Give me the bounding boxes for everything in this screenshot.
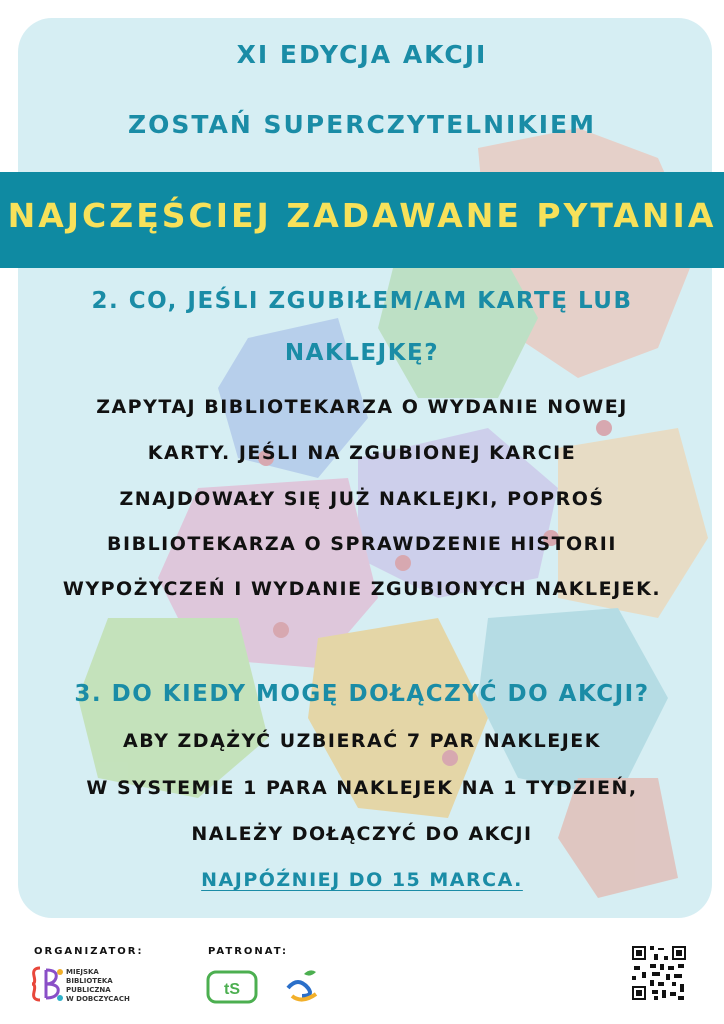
organizer-name-line-3: PUBLICZNA [66,986,111,994]
answer-2-line-2: KARTY. JEŚLI NA ZGUBIONEJ KARCIE [147,442,577,464]
library-logo-icon [30,964,64,1004]
question-2-line-1: 2. CO, JEŚLI ZGUBIŁEM/AM KARTĘ LUB [91,288,633,314]
answer-2-line-4: BIBLIOTEKARZA O SPRAWDZENIE HISTORII [107,533,617,555]
organizer-name-line-2: BIBLIOTEKA [66,977,113,985]
question-2-line-2: NAKLEJKĘ? [284,340,440,366]
organizer-name-line-4: W DOBCZYCACH [66,995,130,1003]
patron-label: PATRONAT: [208,946,289,957]
answer-2-line-3: ZNAJDOWAŁY SIĘ JUŻ NAKLEJKI, POPROŚ [119,488,605,510]
answer-3-line-2: W SYSTEMIE 1 PARA NAKLEJEK NA 1 TYDZIEŃ, [86,777,638,799]
organizer-name-line-1: MIEJSKA [66,968,99,976]
edition-title: XI EDYCJA AKCJI [236,40,488,69]
answer-3-line-1: ABY ZDĄŻYĆ UZBIERAĆ 7 PAR NAKLEJEK [123,730,601,752]
faq-banner-title: NAJCZĘŚCIEJ ZADAWANE PYTANIA [7,196,717,235]
answer-3-line-3: NALEŻY DOŁĄCZYĆ DO AKCJI [191,823,533,845]
answer-2-line-5: WYPOŻYCZEŃ I WYDANIE ZGUBIONYCH NAKLEJEK. [62,578,662,600]
answer-2-line-1: ZAPYTAJ BIBLIOTEKARZA O WYDANIE NOWEJ [96,396,628,418]
deadline-line [0,869,724,891]
school-logo-icon [206,968,258,1008]
question-3-line-1: 3. DO KIEDY MOGĘ DOŁĄCZYĆ DO AKCJI? [74,681,650,707]
organizer-label: ORGANIZATOR: [34,946,144,957]
svg-text:tS: tS [224,981,240,998]
qr-code-icon [630,944,688,1002]
deadline-text: NAJPÓŹNIEJ DO 15 MARCA. [201,869,523,891]
campaign-title: ZOSTAŃ SUPERCZYTELNIKIEM [128,110,596,139]
organizer-name [66,968,130,1004]
dobczyce-logo-icon [282,966,322,1008]
